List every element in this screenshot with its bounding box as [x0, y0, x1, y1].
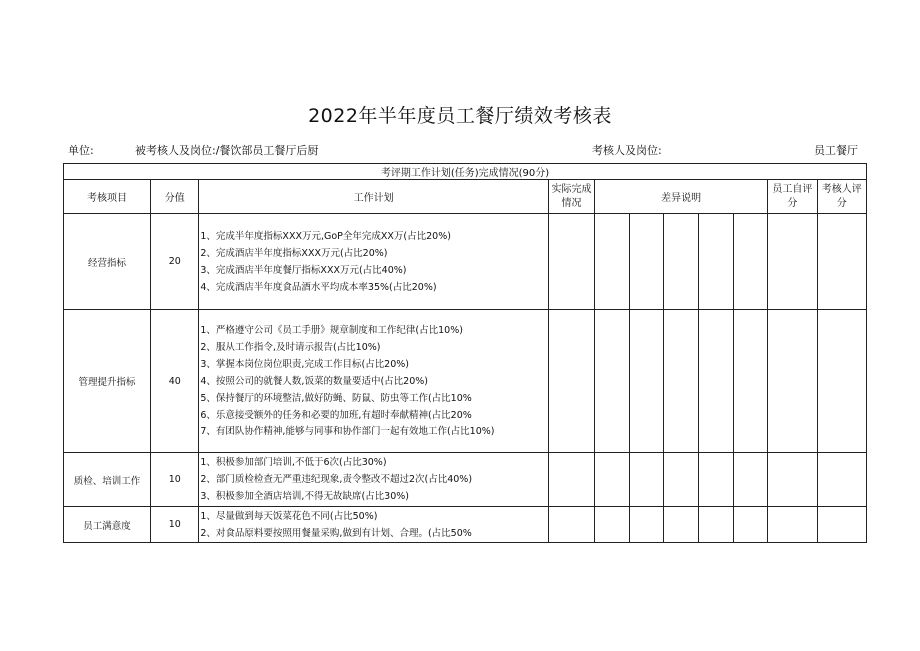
review-score-cell[interactable]: [817, 310, 866, 453]
plan-cell: [199, 310, 549, 453]
diff-cell[interactable]: [733, 507, 768, 543]
actual-cell[interactable]: [548, 310, 594, 453]
org-label: 员工餐厅: [814, 144, 858, 157]
item-cell: 质检、培训工作: [64, 453, 151, 507]
score-cell: 40: [151, 310, 199, 453]
diff-cell[interactable]: [733, 214, 768, 310]
plan-line: 5、保持餐厅的环境整洁,做好防蝇、防鼠、防虫等工作(占比10%: [200, 393, 472, 404]
diff-cell[interactable]: [664, 214, 699, 310]
plan-line: 2、完成酒店半年度指标XXX万元(占比20%): [200, 247, 388, 259]
header-plan: 工作计划: [199, 180, 549, 214]
assessed-person-label: 被考核人及岗位:/餐饮部员工餐厅后厨: [135, 144, 319, 157]
self-score-cell[interactable]: [768, 214, 817, 310]
diff-cell[interactable]: [698, 507, 733, 543]
diff-cell[interactable]: [664, 507, 699, 543]
plan-line: 2、部门质检检查无严重违纪现象,责令整改不超过2次(占比40%): [200, 474, 473, 485]
table-row: [64, 507, 867, 543]
plan-line: 1、完成半年度指标XXX万元,GoP全年完成XX万(占比20%): [200, 230, 451, 242]
header-self-score: 员工自评分: [768, 180, 817, 214]
diff-cell[interactable]: [733, 310, 768, 453]
review-score-cell[interactable]: [817, 507, 866, 543]
score-cell: 10: [151, 453, 199, 507]
plan-cell: [199, 214, 549, 310]
plan-line: 3、掌握本岗位岗位职责,完成工作目标(占比20%): [200, 359, 409, 370]
review-score-cell[interactable]: [817, 453, 866, 507]
item-cell: 经营指标: [64, 214, 151, 310]
assessment-table: [63, 163, 867, 543]
plan-line: 3、积极参加全酒店培训,不得无故缺席(占比30%): [200, 491, 409, 502]
diff-cell[interactable]: [629, 310, 664, 453]
item-cell: 管理提升指标: [64, 310, 151, 453]
diff-cell[interactable]: [595, 507, 630, 543]
self-score-cell[interactable]: [768, 310, 817, 453]
diff-cell[interactable]: [629, 507, 664, 543]
diff-cell[interactable]: [664, 453, 699, 507]
header-actual: 实际完成情况: [548, 180, 594, 214]
plan-line: 1、积极参加部门培训,不低于6次(占比30%): [200, 457, 387, 468]
actual-cell[interactable]: [548, 453, 594, 507]
diff-cell[interactable]: [595, 214, 630, 310]
actual-cell[interactable]: [548, 507, 594, 543]
unit-label: 单位:: [68, 144, 94, 157]
score-cell: 10: [151, 507, 199, 543]
plan-line: 1、严格遵守公司《员工手册》规章制度和工作纪律(占比10%): [200, 325, 463, 336]
table-row: [64, 310, 867, 453]
plan-cell: [199, 453, 549, 507]
header-review-score: 考核人评分: [817, 180, 866, 214]
item-cell: 员工满意度: [64, 507, 151, 543]
plan-line: 4、按照公司的就餐人数,饭菜的数量要适中(占比20%): [200, 376, 428, 387]
plan-line: 6、乐意接受额外的任务和必要的加班,有超时奉献精神(占比20%: [200, 410, 472, 421]
plan-line: 1、尽量做到每天饭菜花色不同(占比50%): [200, 510, 378, 522]
plan-line: 2、服从工作指令,及时请示报告(占比10%): [200, 342, 381, 353]
header-diff: 差异说明: [595, 180, 768, 214]
review-score-cell[interactable]: [817, 214, 866, 310]
plan-line: 7、有团队协作精神,能够与同事和协作部门一起有效地工作(占比10%): [200, 426, 495, 437]
diff-cell[interactable]: [733, 453, 768, 507]
plan-line: 4、完成酒店半年度食品酒水平均成本率35%(占比20%): [200, 281, 437, 293]
diff-cell[interactable]: [595, 453, 630, 507]
self-score-cell[interactable]: [768, 507, 817, 543]
table-row: [64, 214, 867, 310]
diff-cell[interactable]: [698, 453, 733, 507]
section-header-row: [64, 164, 867, 180]
diff-cell[interactable]: [629, 214, 664, 310]
score-cell: 20: [151, 214, 199, 310]
header-score: 分值: [151, 180, 199, 214]
diff-cell[interactable]: [664, 310, 699, 453]
plan-line: 2、对食品原料要按照用餐量采购,做到有计划、合理。(占比50%: [200, 527, 472, 539]
header-item: 考核项目: [64, 180, 151, 214]
self-score-cell[interactable]: [768, 453, 817, 507]
section-title: 考评期工作计划(任务)完成情况(90分): [64, 164, 867, 180]
page-title: 2022年半年度员工餐厅绩效考核表: [308, 105, 612, 127]
plan-line: 3、完成酒店半年度餐厅指标XXX万元(占比40%): [200, 264, 407, 276]
plan-cell: [199, 507, 549, 543]
diff-cell[interactable]: [629, 453, 664, 507]
diff-cell[interactable]: [698, 310, 733, 453]
column-header-row: [64, 180, 867, 214]
diff-cell[interactable]: [698, 214, 733, 310]
assessor-label: 考核人及岗位:: [592, 144, 662, 157]
diff-cell[interactable]: [595, 310, 630, 453]
actual-cell[interactable]: [548, 214, 594, 310]
table-row: [64, 453, 867, 507]
